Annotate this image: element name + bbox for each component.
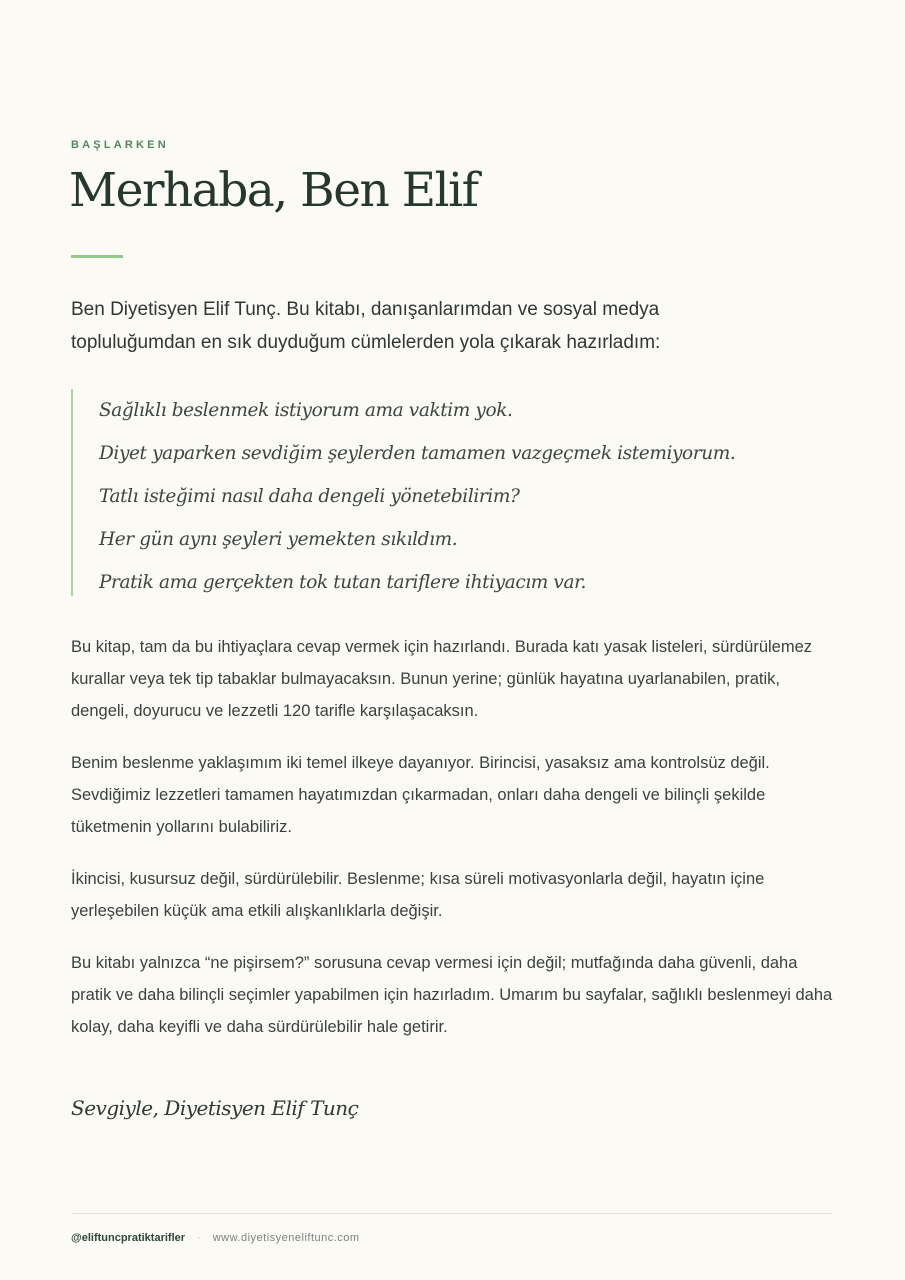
body-paragraph: Benim beslenme yaklaşımım iki temel ilkeye dayanıyor. Birincisi, yasaksız ama kontrolsüz değil. Sevdiğimiz lezzetleri tamamen hayatımızdan çıkarmadan, onları daha dengeli ve bilinçli şekilde tüketmenin yollarını bulabiliriz.	[71, 754, 770, 836]
page	[71, 0, 833, 1280]
quote-item: Tatlı isteğimi nasıl daha dengeli yönetebilirim?	[99, 486, 520, 507]
title-accent-rule	[71, 255, 123, 258]
website-link[interactable]: www.diyetisyeneliftunc.com	[212, 1232, 360, 1244]
body-paragraph: İkincisi, kusursuz değil, sürdürülebilir. Beslenme; kısa süreli motivasyonlarla değil, hayatın içine yerleşebilen küçük ama etkili alışkanlıklarla değişir.	[71, 870, 765, 920]
intro-line: topluluğumdan en sık duyduğum cümlelerden yola çıkarak hazırladım:	[71, 332, 661, 353]
signature: Sevgiyle, Diyetisyen Elif Tunç	[71, 1096, 359, 1120]
intro-line: Ben Diyetisyen Elif Tunç. Bu kitabı, danışanlarımdan ve sosyal medya	[71, 299, 660, 320]
quote-item: Her gün aynı şeyleri yemekten sıkıldım.	[99, 529, 458, 550]
footer	[71, 1232, 360, 1244]
body-text	[71, 631, 833, 1063]
body-paragraph: Bu kitabı yalnızca “ne pişirsem?” sorusuna cevap vermesi için değil; mutfağında daha güvenli, daha pratik ve daha bilinçli seçimler yapabilmen için hazırladım. Umarım bu sayfalar, sağlıklı beslenmeyi daha kolay, daha keyifli ve daha sürdürülebilir hale getirir.	[71, 954, 833, 1036]
quote-block	[71, 389, 811, 596]
body-paragraph: Bu kitap, tam da bu ihtiyaçlara cevap vermek için hazırlandı. Burada katı yasak listeleri, sürdürülemez kurallar veya tek tip tabaklar bulmayacaksın. Bunun yerine; günlük hayatına uyarlanabilen, pratik, dengeli, doyurucu ve lezzetli 120 tarifle karşılaşacaksın.	[71, 638, 813, 720]
quote-item: Pratik ama gerçekten tok tutan tariflere ihtiyacım var.	[99, 572, 586, 593]
quote-item: Diyet yaparken sevdiğim şeylerden tamamen vazgeçmek istemiyorum.	[99, 443, 736, 464]
intro-text	[71, 293, 833, 359]
footer-separator: ·	[197, 1232, 201, 1244]
section-eyebrow: BAŞLARKEN	[71, 139, 169, 151]
page-title: Merhaba, Ben Elif	[69, 163, 478, 218]
quote-item: Sağlıklı beslenmek istiyorum ama vaktim yok.	[99, 400, 513, 421]
footer-divider	[71, 1213, 833, 1214]
social-handle[interactable]: @eliftuncpratiktarifler	[71, 1232, 186, 1244]
